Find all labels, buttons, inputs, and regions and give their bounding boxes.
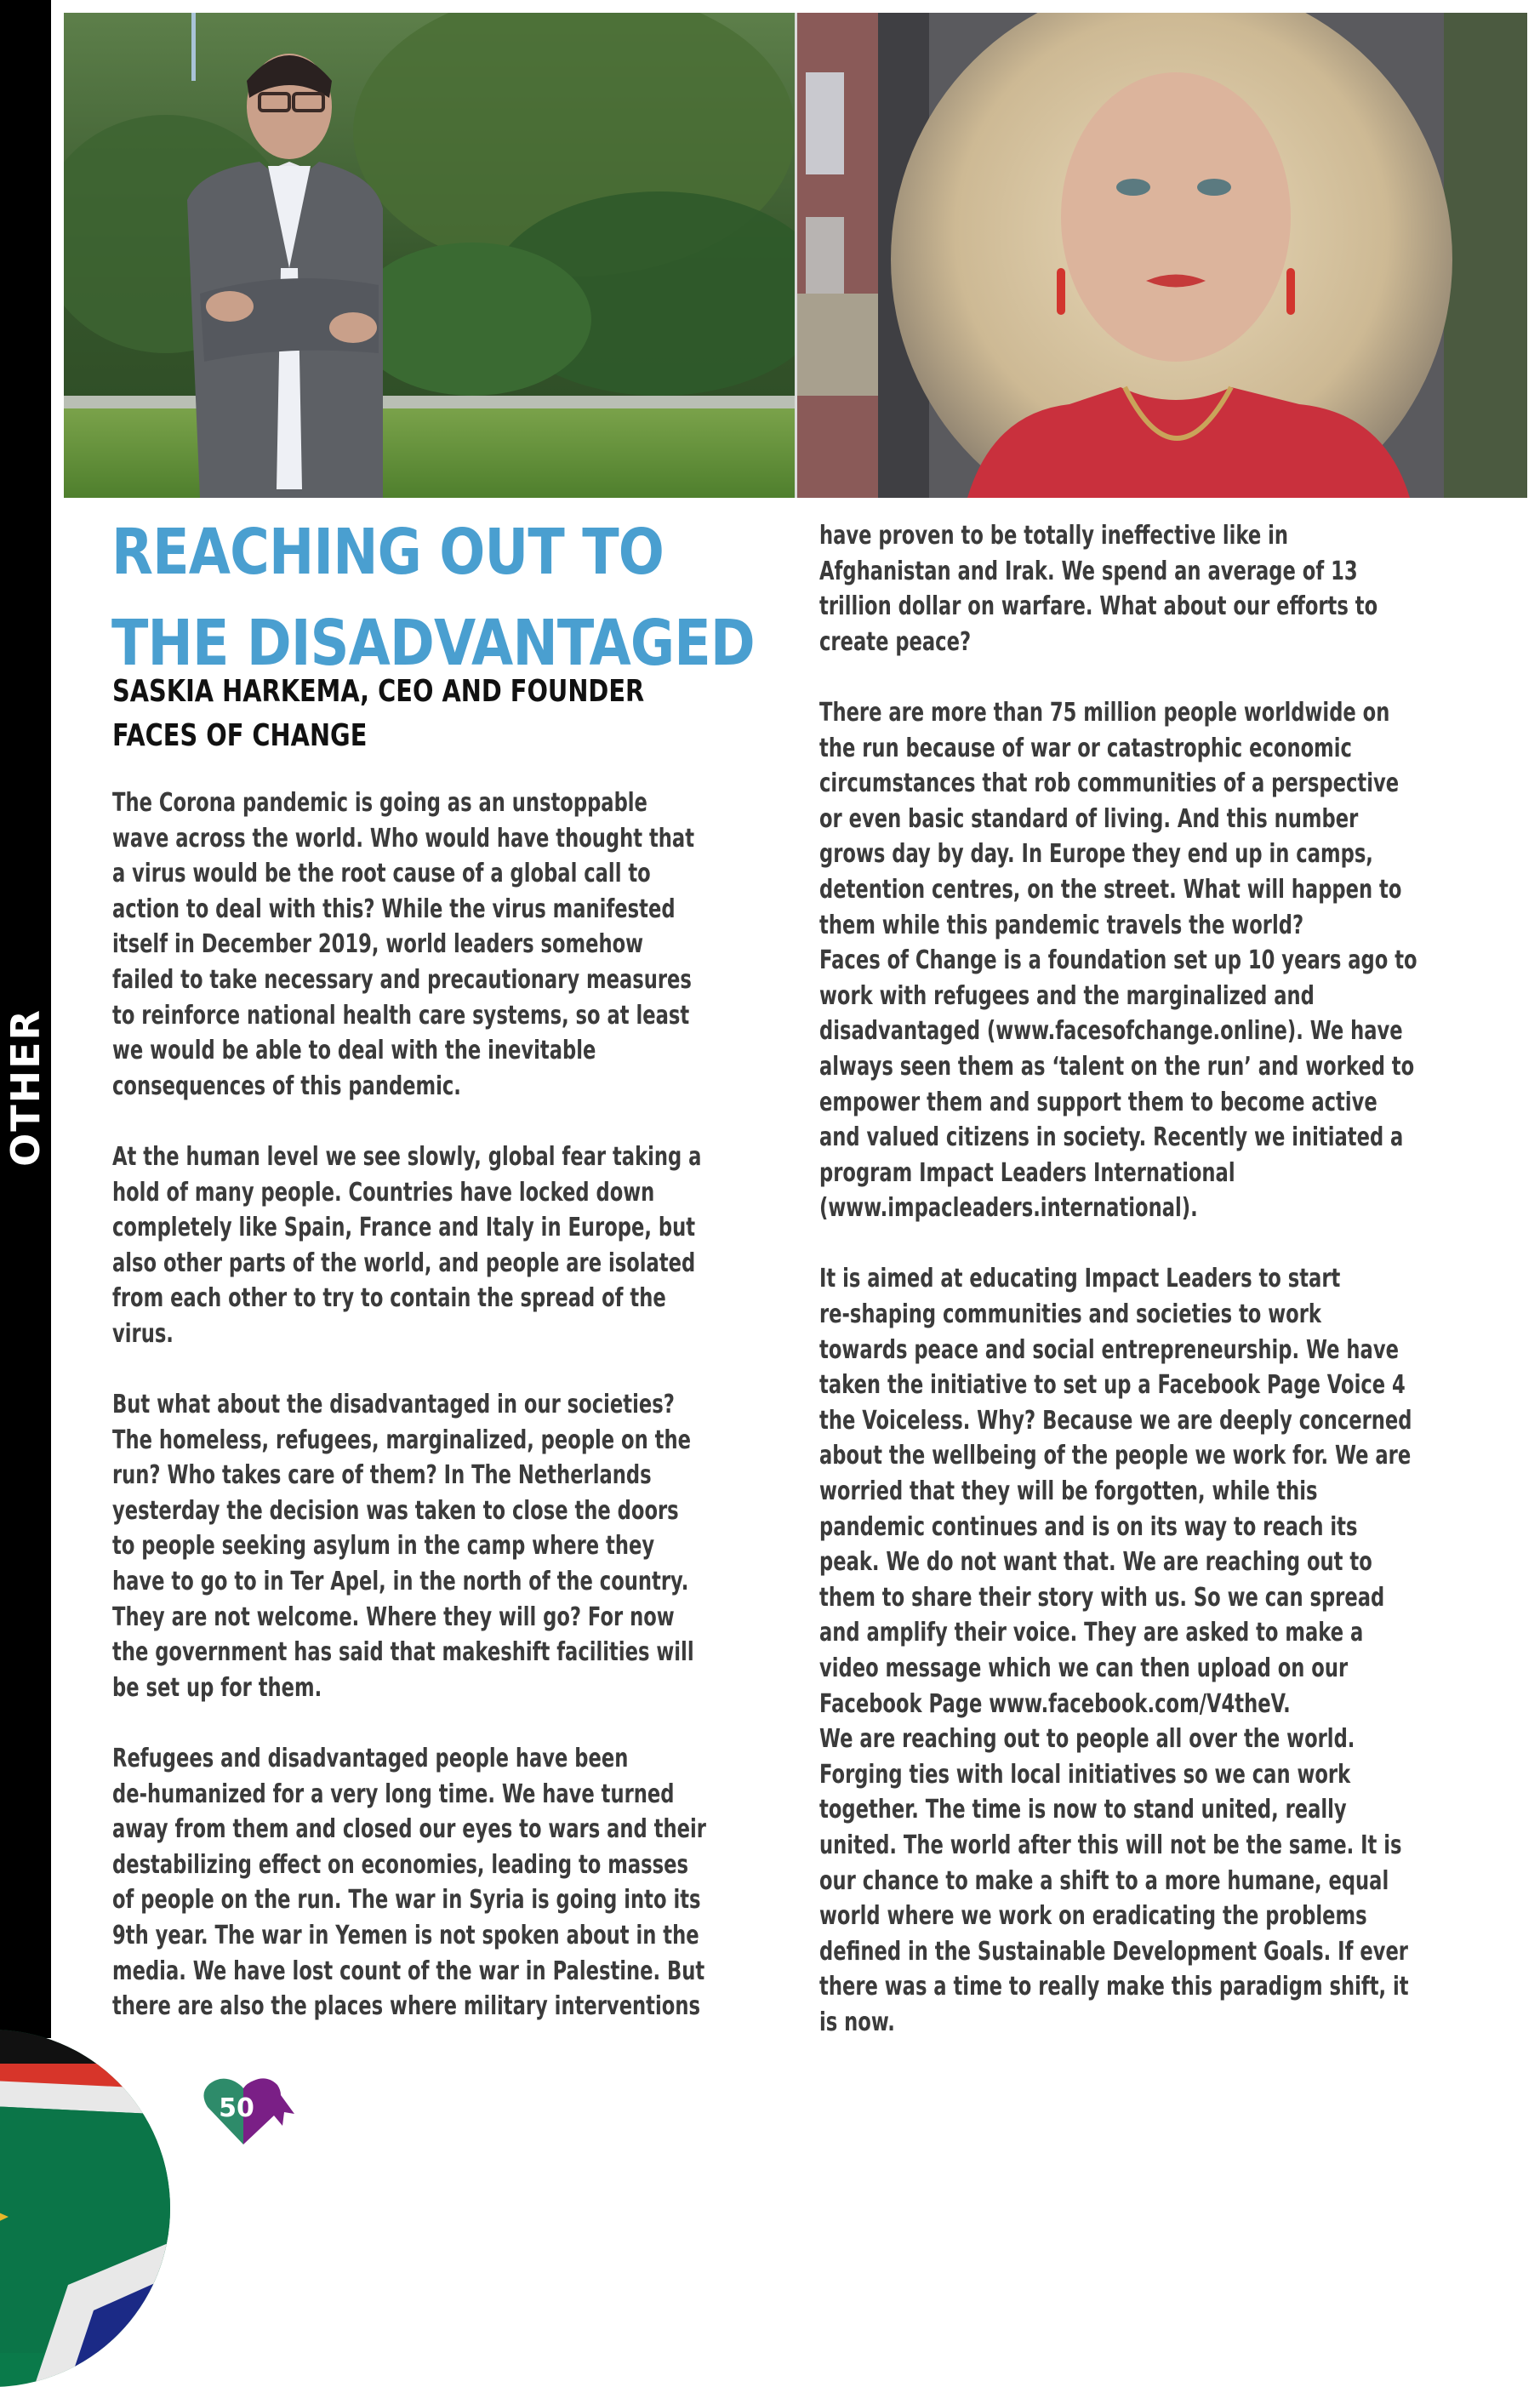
text-line: peak. We do not want that. We are reaching out to <box>819 1547 1372 1578</box>
text-line: away from them and closed our eyes to wars and their <box>112 1814 706 1845</box>
text-line: But what about the disadvantaged in our societies? <box>112 1390 675 1420</box>
text-line: Facebook Page www.facebook.com/V4theV. <box>819 1688 1291 1719</box>
text-line: re-shaping communities and societies to work <box>819 1299 1321 1330</box>
text-line: to people seeking asylum in the camp where they <box>112 1531 655 1562</box>
south-africa-flag <box>0 2030 170 2387</box>
paragraph <box>819 695 1417 1226</box>
text-line: failed to take necessary and precautionary measures <box>112 964 692 995</box>
text-line: taken the initiative to set up a Facebook Page Voice 4 <box>819 1370 1406 1401</box>
text-line: the run because of war or catastrophic economic <box>819 733 1352 763</box>
text-line: a virus would be the root cause of a global call to <box>112 859 651 889</box>
paragraph <box>112 785 706 1104</box>
text-line: trillion dollar on warfare. What about our efforts to <box>819 591 1378 622</box>
text-line: Refugees and disadvantaged people have been <box>112 1744 629 1774</box>
page-number: 50 <box>219 2093 254 2123</box>
text-line: The homeless, refugees, marginalized, people on the <box>112 1425 691 1455</box>
text-line: virus. <box>112 1318 174 1349</box>
text-line: It is aimed at educating Impact Leaders to start <box>819 1264 1341 1294</box>
text-line: from each other to try to contain the spread of the <box>112 1283 666 1314</box>
text-line: always seen them as ‘talent on the run’ and worked to <box>819 1051 1415 1082</box>
title-line: THE DISADVANTAGED <box>111 607 755 680</box>
text-line: We are reaching out to people all over the world. <box>819 1724 1355 1755</box>
text-line: them to share their story with us. So we can spread <box>819 1582 1385 1613</box>
text-line: Faces of Change is a foundation set up 10 years ago to <box>819 945 1417 976</box>
text-line: detention centres, on the street. What will happen to <box>819 874 1402 905</box>
title-line: REACHING OUT TO <box>111 516 664 589</box>
paragraph <box>112 1741 706 2024</box>
portrait-woman-photo <box>797 13 1527 498</box>
text-line: media. We have lost count of the war in Palestine. But <box>112 1956 705 1986</box>
text-line: pandemic continues and is on its way to reach its <box>819 1511 1358 1542</box>
text-line: wave across the world. Who would have thought that <box>112 823 695 854</box>
text-line: of people on the run. The war in Syria is going into its <box>112 1885 701 1916</box>
text-line: consequences of this pandemic. <box>112 1071 461 1101</box>
text-line: Forging ties with local initiatives so we can work <box>819 1759 1351 1790</box>
text-line: grows day by day. In Europe they end up in camps, <box>819 839 1373 870</box>
text-line: worried that they will be forgotten, while this <box>819 1476 1318 1507</box>
paragraph <box>819 518 1417 660</box>
text-line: towards peace and social entrepreneurship. We have <box>819 1334 1399 1365</box>
text-line: them while this pandemic travels the world? <box>819 910 1304 940</box>
text-line: itself in December 2019, world leaders somehow <box>112 929 644 960</box>
article-right-column <box>819 518 1417 2076</box>
byline-line: SASKIA HARKEMA, CEO AND FOUNDER <box>112 674 645 709</box>
text-line: empower them and support them to become active <box>819 1087 1377 1117</box>
text-line: together. The time is now to stand united, really <box>819 1795 1347 1825</box>
text-line: There are more than 75 million people worldwide on <box>819 697 1390 728</box>
text-line: circumstances that rob communities of a perspective <box>819 768 1400 799</box>
byline-line: FACES OF CHANGE <box>112 718 368 753</box>
text-line: yesterday the decision was taken to close the doors <box>112 1495 679 1526</box>
text-line: world where we work on eradicating the problems <box>819 1901 1367 1932</box>
text-line: hold of many people. Countries have locked down <box>112 1177 655 1208</box>
text-line: there was a time to really make this paradigm shift, it <box>819 1972 1409 2002</box>
text-line: 9th year. The war in Yemen is not spoken about in the <box>112 1921 699 1950</box>
text-line: there are also the places where military interventions <box>112 1991 700 2022</box>
text-line: we would be able to deal with the inevitable <box>112 1036 596 1066</box>
portrait-man-photo <box>64 13 795 498</box>
text-line: have proven to be totally ineffective like in <box>819 521 1289 551</box>
text-line: or even basic standard of living. And this number <box>819 803 1359 834</box>
paragraph <box>819 1261 1417 2040</box>
text-line: de-humanized for a very long time. We have turned <box>112 1779 675 1809</box>
text-line: work with refugees and the marginalized and <box>819 980 1315 1011</box>
text-line: destabilizing effect on economies, leading to masses <box>112 1849 688 1880</box>
text-line: At the human level we see slowly, global fear taking a <box>112 1141 702 1172</box>
section-sidebar <box>0 0 51 2038</box>
text-line: action to deal with this? While the virus manifested <box>112 894 676 924</box>
text-line: completely like Spain, France and Italy in Europe, but <box>112 1213 696 1243</box>
text-line: video message which we can then upload on our <box>819 1653 1349 1683</box>
text-line: also other parts of the world, and people are isolated <box>112 1248 696 1278</box>
text-line: defined in the Sustainable Development Goals. If ever <box>819 1936 1408 1967</box>
text-line: run? Who takes care of them? In The Netherlands <box>112 1460 652 1491</box>
text-line: They are not welcome. Where they will go? For now <box>112 1602 675 1632</box>
article-title <box>111 507 755 689</box>
text-line: (www.impacleaders.international). <box>819 1193 1198 1224</box>
section-label: OTHER <box>3 1008 48 1167</box>
text-line: about the wellbeing of the people we work for. We are <box>819 1441 1412 1471</box>
text-line: The Corona pandemic is going as an unstoppable <box>112 788 647 818</box>
text-line: create peace? <box>819 626 972 657</box>
text-line: have to go to in Ter Apel, in the north of the country. <box>112 1567 689 1597</box>
page-number-badge <box>202 2076 298 2144</box>
text-line: our chance to make a shift to a more humane, equal <box>819 1865 1389 1896</box>
article-byline <box>112 670 644 758</box>
text-line: is now. <box>819 2007 895 2037</box>
text-line: united. The world after this will not be the same. It is <box>819 1830 1402 1860</box>
text-line: Afghanistan and Irak. We spend an average of 13 <box>819 556 1358 586</box>
text-line: program Impact Leaders International <box>819 1157 1235 1188</box>
text-line: to reinforce national health care systems, so at least <box>112 1000 690 1031</box>
text-line: and valued citizens in society. Recently we initiated a <box>819 1122 1404 1153</box>
header-photos <box>64 13 1527 498</box>
text-line: and amplify their voice. They are asked to make a <box>819 1618 1364 1648</box>
paragraph <box>112 1139 706 1352</box>
article-left-column <box>112 785 706 2059</box>
text-line: disadvantaged (www.facesofchange.online). We have <box>819 1016 1403 1047</box>
text-line: the government has said that makeshift facilities will <box>112 1637 694 1668</box>
text-line: be set up for them. <box>112 1672 322 1703</box>
text-line: the Voiceless. Why? Because we are deeply concerned <box>819 1405 1412 1436</box>
paragraph <box>112 1387 706 1705</box>
